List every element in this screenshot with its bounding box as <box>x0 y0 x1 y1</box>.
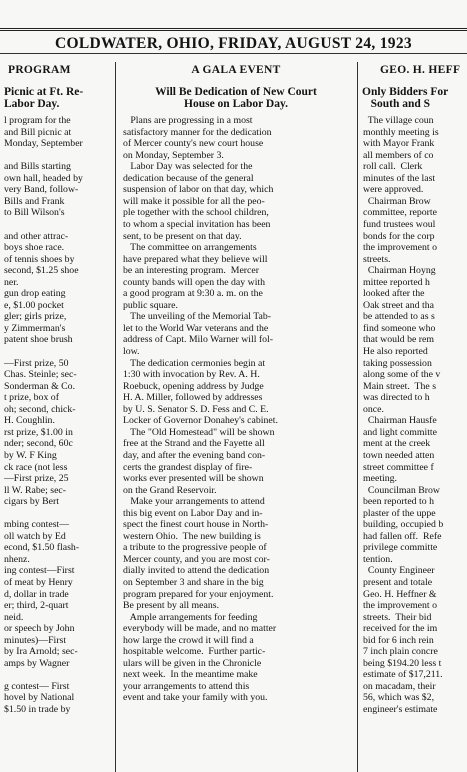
body-text-line: County Engineer <box>363 565 435 577</box>
body-text-line: Roebuck, opening address by Judge <box>123 380 264 392</box>
headline-line: House on Labor Day. <box>184 97 288 110</box>
body-text-line: bid for 6 inch rein <box>363 634 434 646</box>
body-text-line: —First prize, 50 <box>4 357 69 369</box>
body-text-line: program prepared for your enjoyment. <box>123 588 274 600</box>
body-text-line: Main street. The s <box>363 380 437 392</box>
body-text-line: on the Grand Reservoir. <box>123 484 217 496</box>
body-text-line: and light committe <box>363 426 438 438</box>
body-text-line: a tribute to the progressive people of <box>123 542 267 554</box>
body-text-line: find someone who <box>363 322 436 334</box>
body-text-line: certs the grandest display of fire- <box>123 461 253 473</box>
body-text-line: The dedication cermonies begin at <box>123 357 266 369</box>
body-text-line: your arrangements to attend this <box>123 680 250 692</box>
body-text-line: d, dollar in trade <box>4 588 69 600</box>
body-text-line: ple together with the school children, <box>123 207 269 219</box>
body-text-line: by W. F King <box>4 449 57 461</box>
body-text-line: er; third, 2-quart <box>4 600 69 612</box>
body-text-line: cigars by Bert <box>4 496 59 508</box>
body-text-line: engineer's estimate <box>363 703 438 715</box>
body-text-line: 56, which was $2, <box>363 692 435 704</box>
body-text-line: ulars will be given in the Chronicle <box>123 657 262 669</box>
body-text-line: e, $1.00 pocket <box>4 299 64 311</box>
body-text-line: Councilman Brow <box>363 484 441 496</box>
body-text-line: Oak street and tha <box>363 299 434 311</box>
body-text-line: patent shoe brush <box>4 334 73 346</box>
body-text-line <box>4 150 113 162</box>
body-text-line: with Mayor Frank <box>363 138 435 150</box>
body-text-line: be attended to as s <box>363 311 435 323</box>
body-text-line: l program for the <box>4 115 71 127</box>
body-text-line: of Mercer county's new court house <box>123 138 264 150</box>
body-text-line: were approved. <box>363 184 424 196</box>
body-text-line: roll call. Clerk <box>363 161 423 173</box>
body-text-line: nder; second, 60c <box>4 438 73 450</box>
body-text-line: free at the Strand and the Fayette all <box>123 438 265 450</box>
body-text-line: address of Capt. Milo Warner will fol- <box>123 334 274 346</box>
body-text-line: dedication because of the general <box>123 172 254 184</box>
body-text-line: the improvement o <box>363 600 438 612</box>
body-text-line: Monday, September <box>4 138 83 150</box>
body-text-line: hovel by National <box>4 692 75 704</box>
body-text-line <box>4 219 113 231</box>
body-text-line: Sonderman & Co. <box>4 380 76 392</box>
body-text-line: minutes)—First <box>4 634 67 646</box>
body-text-line: 7 inch plain concre <box>363 646 438 658</box>
body-text-line: street committee f <box>363 461 434 473</box>
body-text-line: H. Coughlin. <box>4 415 55 427</box>
body-text-line: to whom a special invitation has been <box>123 219 271 231</box>
body-text-line: present and totale <box>363 576 433 588</box>
body-text-line: mbing contest— <box>4 519 70 531</box>
body-text-line: event and take your family with you. <box>123 692 268 704</box>
body-text-line: by Ira Arnold; sec- <box>4 646 78 658</box>
column-heading: A GALA EVENT <box>191 64 281 76</box>
body-text-line: received for the im <box>363 623 438 635</box>
body-text-line: —First prize, 25 <box>4 473 69 485</box>
body-text-line: all members of co <box>363 149 434 161</box>
body-text-line: t prize, box of <box>4 392 59 404</box>
body-text-line: own hall, headed by <box>4 172 83 184</box>
body-text-line: have prepared what they believe will <box>123 253 268 265</box>
body-text-line: looked after the <box>363 288 425 300</box>
headline-line: Labor Day. <box>4 97 60 110</box>
body-text-line: ck race (not less <box>4 461 68 473</box>
body-text-line: taking possession <box>363 357 432 369</box>
body-text-line: y Zimmerman's <box>4 322 66 334</box>
body-text-line: works ever presented will be shown <box>123 473 264 485</box>
body-text-line: Chairman Brow <box>363 195 431 207</box>
body-text-line: ment at the creek <box>363 438 431 450</box>
body-text-line <box>4 669 113 681</box>
body-text-line: county bands will open the day with <box>123 276 266 288</box>
headline-line: Will Be Dedication of New Court <box>155 86 317 98</box>
body-text-line: Geo. H. Heffner & <box>363 588 437 600</box>
article-body <box>123 115 353 704</box>
article-headline <box>4 85 113 108</box>
body-text-line: by U. S. Senator S. D. Fess and C. E. <box>123 403 269 415</box>
body-text-line <box>4 346 113 358</box>
body-text-line: ing contest—First <box>4 565 75 577</box>
body-text-line: The unveiling of the Memorial Tab- <box>123 311 272 323</box>
body-text-line: and Bill picnic at <box>4 126 72 138</box>
article-headline <box>117 85 355 108</box>
body-text-line: Chairman Hausfe <box>363 415 437 427</box>
body-text-line: on Monday, September 3. <box>123 149 224 161</box>
body-text-line: dially invited to attend the dedication <box>123 565 270 577</box>
body-text-line: and other attrac- <box>4 230 69 242</box>
newspaper-masthead-title: COLDWATER, OHIO, FRIDAY, AUGUST 24, 1923 <box>55 35 412 52</box>
body-text-line: oll watch by Ed <box>4 530 66 542</box>
body-text-line: sent, to be present on that day. <box>123 230 242 242</box>
body-text-line: satisfactory manner for the dedication <box>123 126 272 138</box>
body-text-line: how large the crowd it will find a <box>123 634 254 646</box>
body-text-line: plaster of the uppe <box>363 507 436 519</box>
body-text-line: mittee reported h <box>363 276 430 288</box>
body-text-line: He also reported <box>363 346 428 358</box>
body-text-line: and Bills starting <box>4 161 71 173</box>
column-heading: GEO. H. HEFF <box>380 64 461 76</box>
body-text-line: everybody will be made, and no matter <box>123 623 277 635</box>
headline-line: Picnic at Ft. Re- <box>4 86 84 98</box>
body-text-line: H. A. Miller, followed by addresses <box>123 392 263 404</box>
body-text-line: committee, reporte <box>363 207 437 219</box>
article-body <box>4 115 113 715</box>
body-text-line: building, occupied b <box>363 519 444 531</box>
body-text-line: the improvement o <box>363 242 438 254</box>
body-text-line: privilege committe <box>363 542 438 554</box>
body-text-line: econd, $1.50 flash- <box>4 542 80 554</box>
body-text-line: been reported to h <box>363 496 434 508</box>
left-column-article <box>0 62 113 772</box>
body-text-line: public square. <box>123 299 178 311</box>
body-text-line: Ample arrangements for feeding <box>123 611 258 623</box>
body-text-line: Plans are progressing in a most <box>123 115 253 127</box>
body-text-line: will make it possible for all the peo- <box>123 195 265 207</box>
body-text-line: minutes of the last <box>363 172 436 184</box>
body-text-line: fund trustees woul <box>363 219 436 231</box>
body-text-line: western Ohio. The new building is <box>123 530 261 542</box>
body-text-line: Make your arrangements to attend <box>123 496 265 508</box>
body-text-line: gler; girls prize, <box>4 311 67 323</box>
body-text-line: suspension of labor on that day, which <box>123 184 274 196</box>
body-text-line: monthly meeting is <box>363 126 439 138</box>
body-text-line: tention. <box>363 553 393 565</box>
column-rule <box>357 62 358 772</box>
body-text-line: on macadam, their <box>363 680 436 692</box>
headline-line: Only Bidders For <box>362 86 449 98</box>
body-text-line: The "Old Homestead" will be shown <box>123 426 275 438</box>
body-text-line: rst prize, $1.00 in <box>4 426 73 438</box>
article-body <box>363 115 467 715</box>
body-text-line: Locker of Governor Donahey's cabinet. <box>123 415 278 427</box>
body-text-line: on September 3 and share in the big <box>123 576 264 588</box>
body-text-line: The village coun <box>363 115 434 127</box>
body-text-line: Chas. Steinle; sec- <box>4 369 77 381</box>
body-text-line: Chairman Hoyng <box>363 265 436 277</box>
column-heading: PROGRAM <box>8 64 71 76</box>
headline-line: South and S <box>362 97 431 110</box>
body-text-line: streets. <box>363 253 391 265</box>
body-text-line: Be present by all means. <box>123 600 220 612</box>
body-text-line: meeting. <box>363 473 398 485</box>
body-text-line: along some of the v <box>363 369 441 381</box>
body-text-line: this big event on Labor Day and in- <box>123 507 263 519</box>
body-text-line: hospitable welcome. Further partic- <box>123 646 266 658</box>
body-text-line: once. <box>363 403 384 415</box>
right-column-article <box>360 62 467 772</box>
body-text-line: a good program at 9:30 a. m. on the <box>123 288 263 300</box>
body-text-line: to Bill Wilson's <box>4 207 65 219</box>
body-text-line: oh; second, chick- <box>4 403 76 415</box>
body-text-line: very Band, follow- <box>4 184 79 196</box>
body-text-line: of tennis shoes by <box>4 253 75 265</box>
body-text-line: ner. <box>4 276 19 288</box>
body-text-line: amps by Wagner <box>4 657 70 669</box>
masthead <box>0 28 467 54</box>
body-text-line: second, $1.25 shoe <box>4 265 79 277</box>
body-text-line: boys shoe race. <box>4 242 65 254</box>
body-text-line: or speech by John <box>4 623 75 635</box>
body-text-line: was directed to h <box>363 392 430 404</box>
body-text-line: had fallen off. Refe <box>363 530 442 542</box>
body-text-line: Mercer county, and you are most cor- <box>123 553 270 565</box>
body-text-line: be an interesting program. Mercer <box>123 265 260 277</box>
body-text-line: neid. <box>4 611 24 623</box>
body-text-line: 1:30 with invocation by Rev. A. H. <box>123 369 260 381</box>
body-text-line: g contest— First <box>4 680 70 692</box>
body-text-line: next week. In the meantime make <box>123 669 258 681</box>
body-text-line <box>4 508 113 520</box>
body-text-line: The committee on arrangements <box>123 242 257 254</box>
body-text-line: streets. Their bid <box>363 611 432 623</box>
body-text-line: of meat by Henry <box>4 576 73 588</box>
body-text-line: bonds for the corp <box>363 230 435 242</box>
body-text-line: Labor Day was selected for the <box>123 161 253 173</box>
body-text-line: let to the World War veterans and the <box>123 322 269 334</box>
body-text-line: day, and after the evening band con- <box>123 449 266 461</box>
body-text-line: estimate of $17,211. <box>363 669 443 681</box>
body-text-line: gun drop eating <box>4 288 66 300</box>
article-headline <box>362 85 467 108</box>
body-text-line: ll W. Rabe; sec- <box>4 484 67 496</box>
middle-column-article <box>117 62 355 772</box>
column-rule <box>115 62 116 772</box>
body-text-line: town needed atten <box>363 449 435 461</box>
body-text-line: spect the finest court house in North- <box>123 519 269 531</box>
body-text-line: low. <box>123 346 140 358</box>
body-text-line: nhenz. <box>4 553 30 565</box>
body-text-line: Bills and Frank <box>4 195 65 207</box>
body-text-line: being $194.20 less t <box>363 657 442 669</box>
body-text-line: that would be rem <box>363 334 435 346</box>
body-text-line: $1.50 in trade by <box>4 703 71 715</box>
